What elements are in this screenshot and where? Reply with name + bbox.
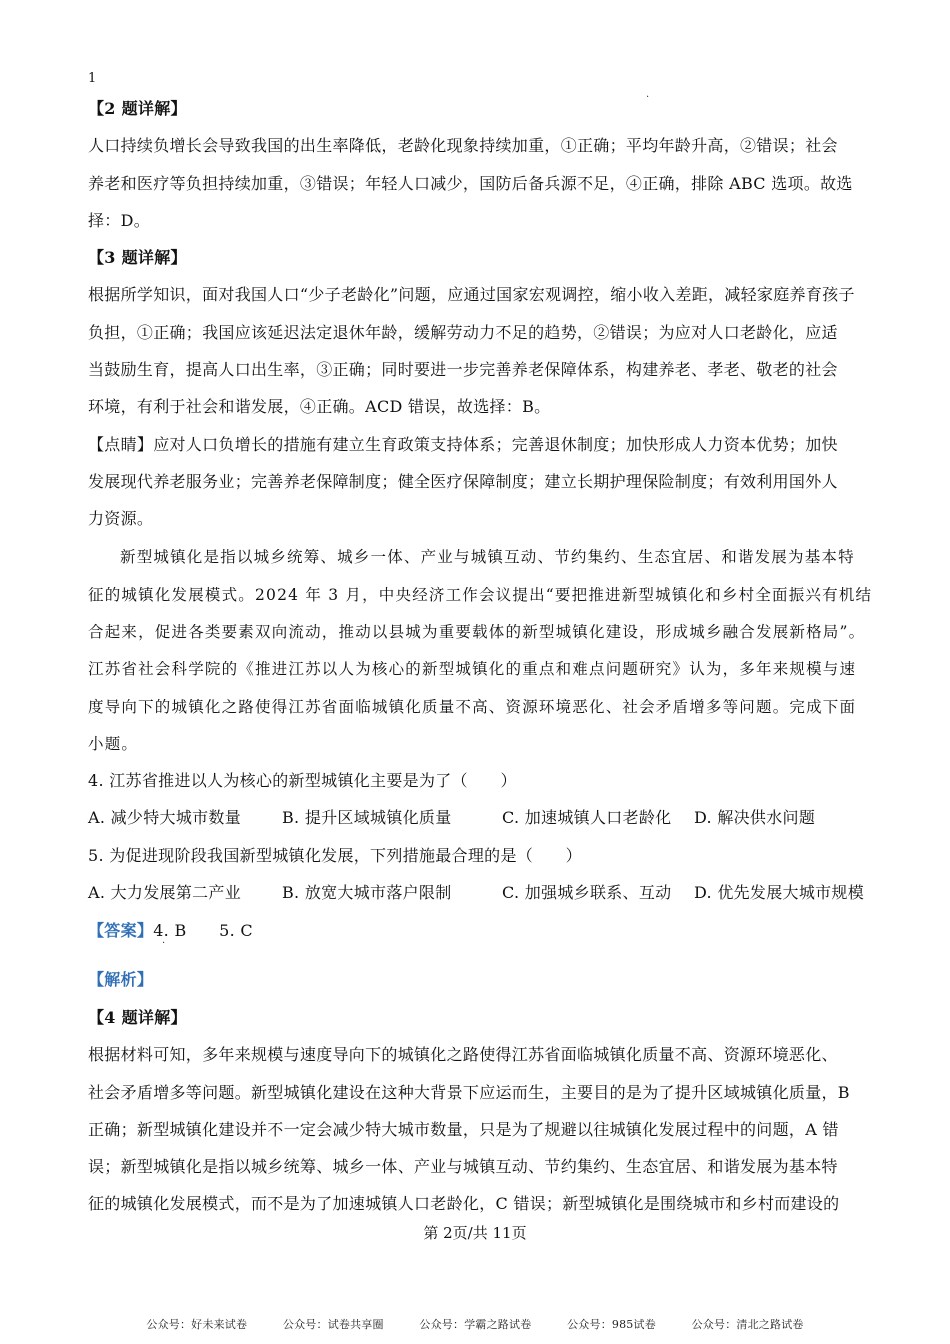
question-5-stem: 5. 为促进现阶段我国新型城镇化发展，下列措施最合理的是（ ） — [88, 846, 582, 865]
footer-link: 公众号：985试卷 — [567, 1318, 656, 1331]
material-line: 小题。 — [88, 735, 139, 753]
material-line: 合起来，促进各类要素双向流动，推动以县城为重要载体的新型城镇化建设，形成城乡融合发展新格局”。 — [88, 623, 866, 641]
answer-text: 4. B 5. C — [153, 921, 253, 940]
q3-line: 当鼓励生育，提高人口出生率，③正确；同时要进一步完善养老保障体系，构建养老、孝老、敬老的社会 — [88, 360, 838, 379]
footer-link: 公众号：清北之路试卷 — [691, 1318, 804, 1331]
q4-title: 【4 题详解】 — [88, 1008, 187, 1027]
footer-links — [0, 1316, 950, 1332]
question-4-options — [88, 807, 868, 829]
q2-line: 人口持续负增长会导致我国的出生率降低，老龄化现象持续加重，①正确；平均年龄升高，②错误；社会 — [88, 136, 838, 155]
question-5-options — [88, 882, 868, 904]
q3-line: 环境，有利于社会和谐发展，④正确。ACD 错误，故选择：B。 — [88, 397, 551, 416]
page-mark: 1 — [88, 71, 97, 86]
dot-mark: · — [646, 92, 650, 103]
option-b: B. 提升区域城镇化质量 — [282, 808, 452, 827]
material-line: 度导向下的城镇化之路使得江苏省面临城镇化质量不高、资源环境恶化、社会矛盾增多等问题。完成下面 — [88, 698, 857, 716]
answer-line — [88, 920, 868, 942]
q3-title: 【3 题详解】 — [88, 248, 187, 267]
tip-line: 力资源。 — [88, 509, 154, 528]
option-d: D. 解决供水问题 — [694, 808, 816, 827]
option-b: B. 放宽大城市落户限制 — [282, 883, 452, 902]
answer-label: 【答案】 — [88, 921, 154, 940]
page-number: 第 2页/共 11页 — [423, 1224, 527, 1242]
q3-line: 负担，①正确；我国应该延迟法定退休年龄，缓解劳动力不足的趋势，②错误；为应对人口老龄化，应适 — [88, 323, 838, 342]
footer-link: 公众号：试卷共享圈 — [282, 1318, 384, 1331]
tip-line: 发展现代养老服务业；完善养老保障制度；健全医疗保障制度；建立长期护理保险制度；有效利用国外人 — [88, 472, 838, 491]
q2-line: 择：D。 — [88, 211, 151, 230]
q4-line: 征的城镇化发展模式，而不是为了加速城镇人口老龄化，C 错误；新型城镇化是围绕城市和乡村而建设的 — [88, 1194, 840, 1213]
material-line: 江苏省社会科学院的《推进江苏以人为核心的新型城镇化的重点和难点问题研究》认为，多年来规模与速 — [88, 660, 857, 678]
option-c: C. 加速城镇人口老龄化 — [502, 808, 672, 827]
question-4-stem: 4. 江苏省推进以人为核心的新型城镇化主要是为了（ ） — [88, 771, 517, 790]
q4-line: 根据材料可知，多年来规模与速度导向下的城镇化之路使得江苏省面临城镇化质量不高、资源环境恶化、 — [88, 1045, 838, 1064]
q4-line: 正确；新型城镇化建设并不一定会减少特大城市数量，只是为了规避以往城镇化发展过程中的问题，A 错 — [88, 1120, 839, 1139]
q2-line: 养老和医疗等负担持续加重，③错误；年轻人口减少，国防后备兵源不足，④正确，排除 ABC 选项。故选 — [88, 174, 853, 193]
tip-line: 【点睛】应对人口负增长的措施有建立生育政策支持体系；完善退休制度；加快形成人力资本优势；加快 — [88, 435, 838, 454]
q2-title: 【2 题详解】 — [88, 99, 187, 118]
material-line: 征的城镇化发展模式。2024 年 3 月，中央经济工作会议提出“要把推进新型城镇化和乡村全面振兴有机结 — [88, 586, 873, 604]
dot-mark: · — [162, 938, 166, 949]
footer-link: 公众号：好未来试卷 — [146, 1318, 248, 1331]
q4-line: 社会矛盾增多等问题。新型城镇化建设在这种大背景下应运而生，主要目的是为了提升区域城镇化质量，B — [88, 1083, 850, 1102]
material-line: 新型城镇化是指以城乡统筹、城乡一体、产业与城镇互动、节约集约、生态宜居、和谐发展为基本特 — [120, 548, 855, 566]
option-a: A. 大力发展第二产业 — [88, 883, 242, 902]
q4-line: 误；新型城镇化是指以城乡统筹、城乡一体、产业与城镇互动、节约集约、生态宜居、和谐发展为基本特 — [88, 1157, 838, 1176]
option-a: A. 减少特大城市数量 — [88, 808, 242, 827]
analysis-label: 【解析】 — [88, 970, 154, 989]
option-c: C. 加强城乡联系、互动 — [502, 883, 672, 902]
q3-line: 根据所学知识，面对我国人口“少子老龄化”问题，应通过国家宏观调控，缩小收入差距，减轻家庭养育孩子 — [88, 285, 855, 304]
option-d: D. 优先发展大城市规模 — [694, 883, 865, 902]
footer-link: 公众号：学霸之路试卷 — [419, 1318, 532, 1331]
